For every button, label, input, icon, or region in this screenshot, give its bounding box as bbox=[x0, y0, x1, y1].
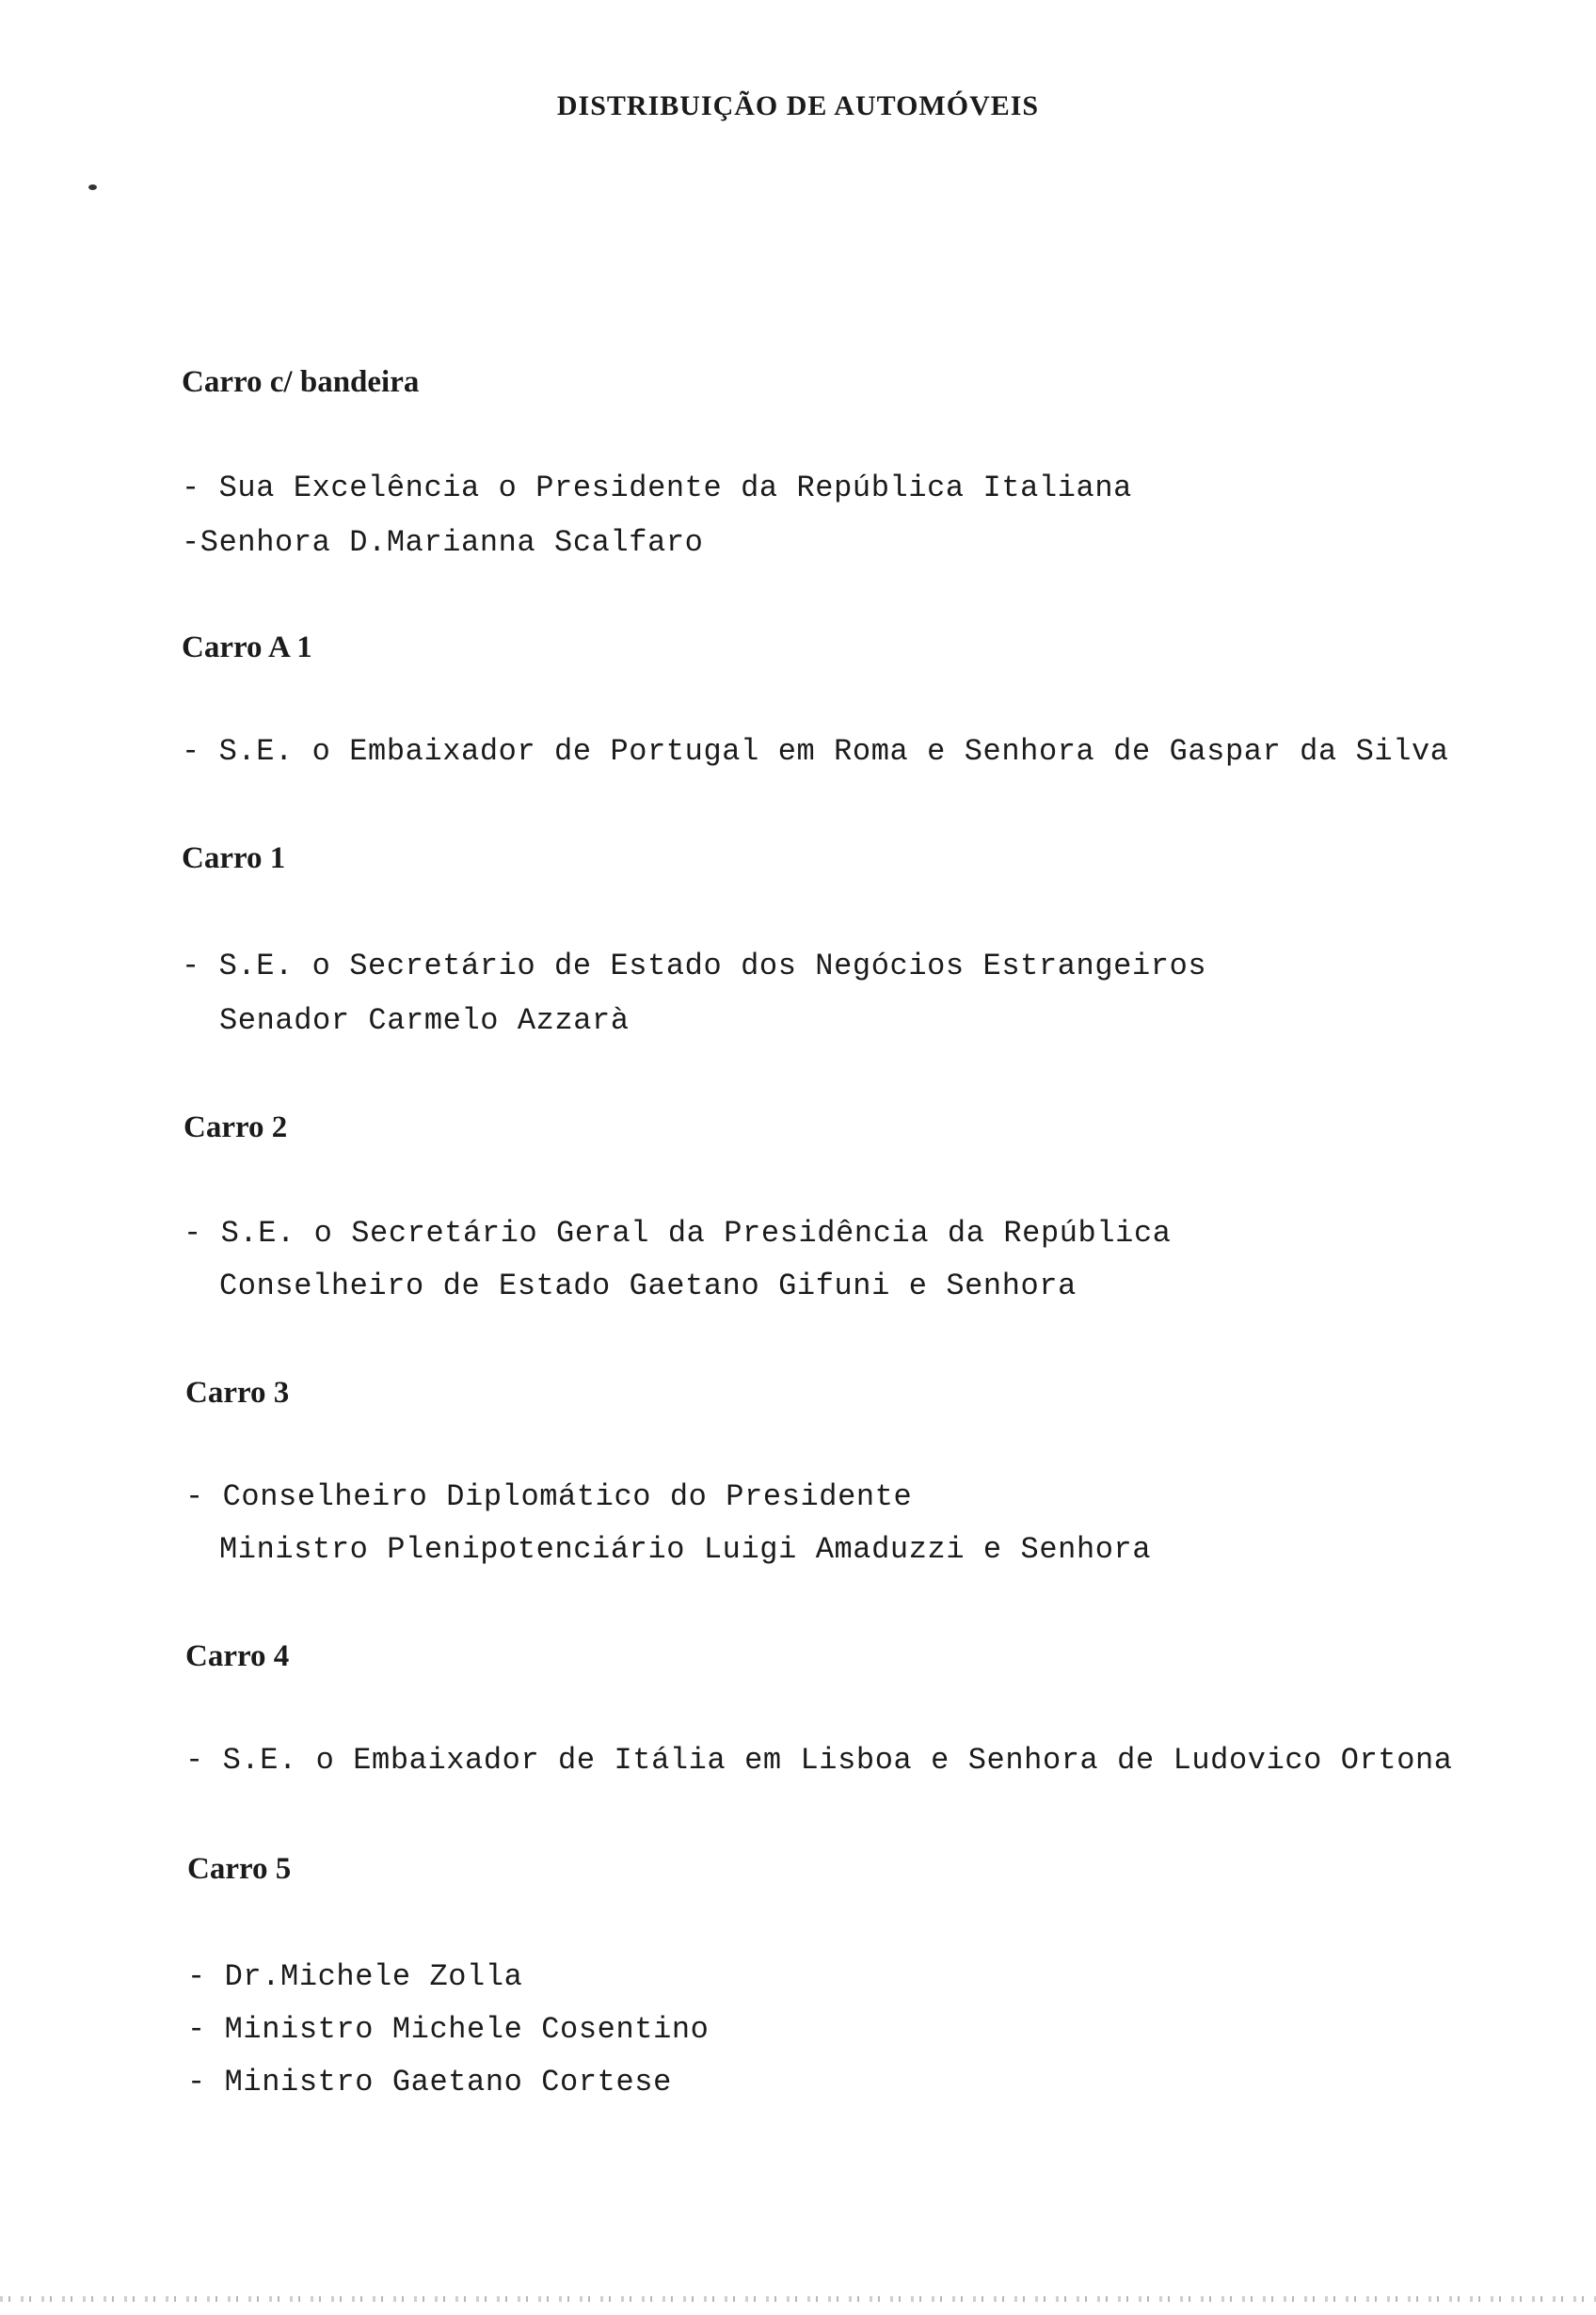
section-heading-carro-3: Carro 3 bbox=[185, 1376, 290, 1410]
section-heading-carro-5: Carro 5 bbox=[187, 1852, 292, 1886]
document-title: DISTRIBUIÇÃO DE AUTOMÓVEIS bbox=[556, 90, 1040, 121]
passenger-line: -Senhora D.Marianna Scalfaro bbox=[182, 525, 704, 560]
passenger-line: - Dr.Michele Zolla bbox=[187, 1959, 523, 1994]
section-heading-carro-bandeira: Carro c/ bandeira bbox=[182, 365, 420, 399]
section-heading-carro-a1: Carro A 1 bbox=[182, 631, 312, 664]
passenger-line: - Conselheiro Diplomático do Presidente bbox=[185, 1479, 913, 1514]
passenger-line: - S.E. o Embaixador de Itália em Lisboa e Senhora de Ludovico Ortona bbox=[185, 1743, 1453, 1778]
section-heading-carro-1: Carro 1 bbox=[182, 841, 286, 875]
passenger-line: Ministro Plenipotenciário Luigi Amaduzzi e Senhora bbox=[219, 1532, 1152, 1567]
passenger-line: - S.E. o Embaixador de Portugal em Roma e Senhora de Gaspar da Silva bbox=[182, 734, 1449, 769]
section-heading-carro-2: Carro 2 bbox=[184, 1110, 288, 1144]
scan-speck bbox=[88, 184, 97, 190]
passenger-line: Conselheiro de Estado Gaetano Gifuni e Senhora bbox=[219, 1269, 1077, 1303]
passenger-line: - Ministro Gaetano Cortese bbox=[187, 2065, 672, 2099]
section-heading-carro-4: Carro 4 bbox=[185, 1639, 290, 1673]
passenger-line: Senador Carmelo Azzarà bbox=[219, 1003, 630, 1038]
passenger-line: - Sua Excelência o Presidente da República Italiana bbox=[182, 471, 1132, 505]
passenger-line: - Ministro Michele Cosentino bbox=[187, 2012, 710, 2047]
passenger-line: - S.E. o Secretário de Estado dos Negócios Estrangeiros bbox=[182, 949, 1207, 983]
scan-edge-artifact bbox=[0, 2296, 1596, 2302]
passenger-line: - S.E. o Secretário Geral da Presidência da República bbox=[184, 1216, 1172, 1251]
